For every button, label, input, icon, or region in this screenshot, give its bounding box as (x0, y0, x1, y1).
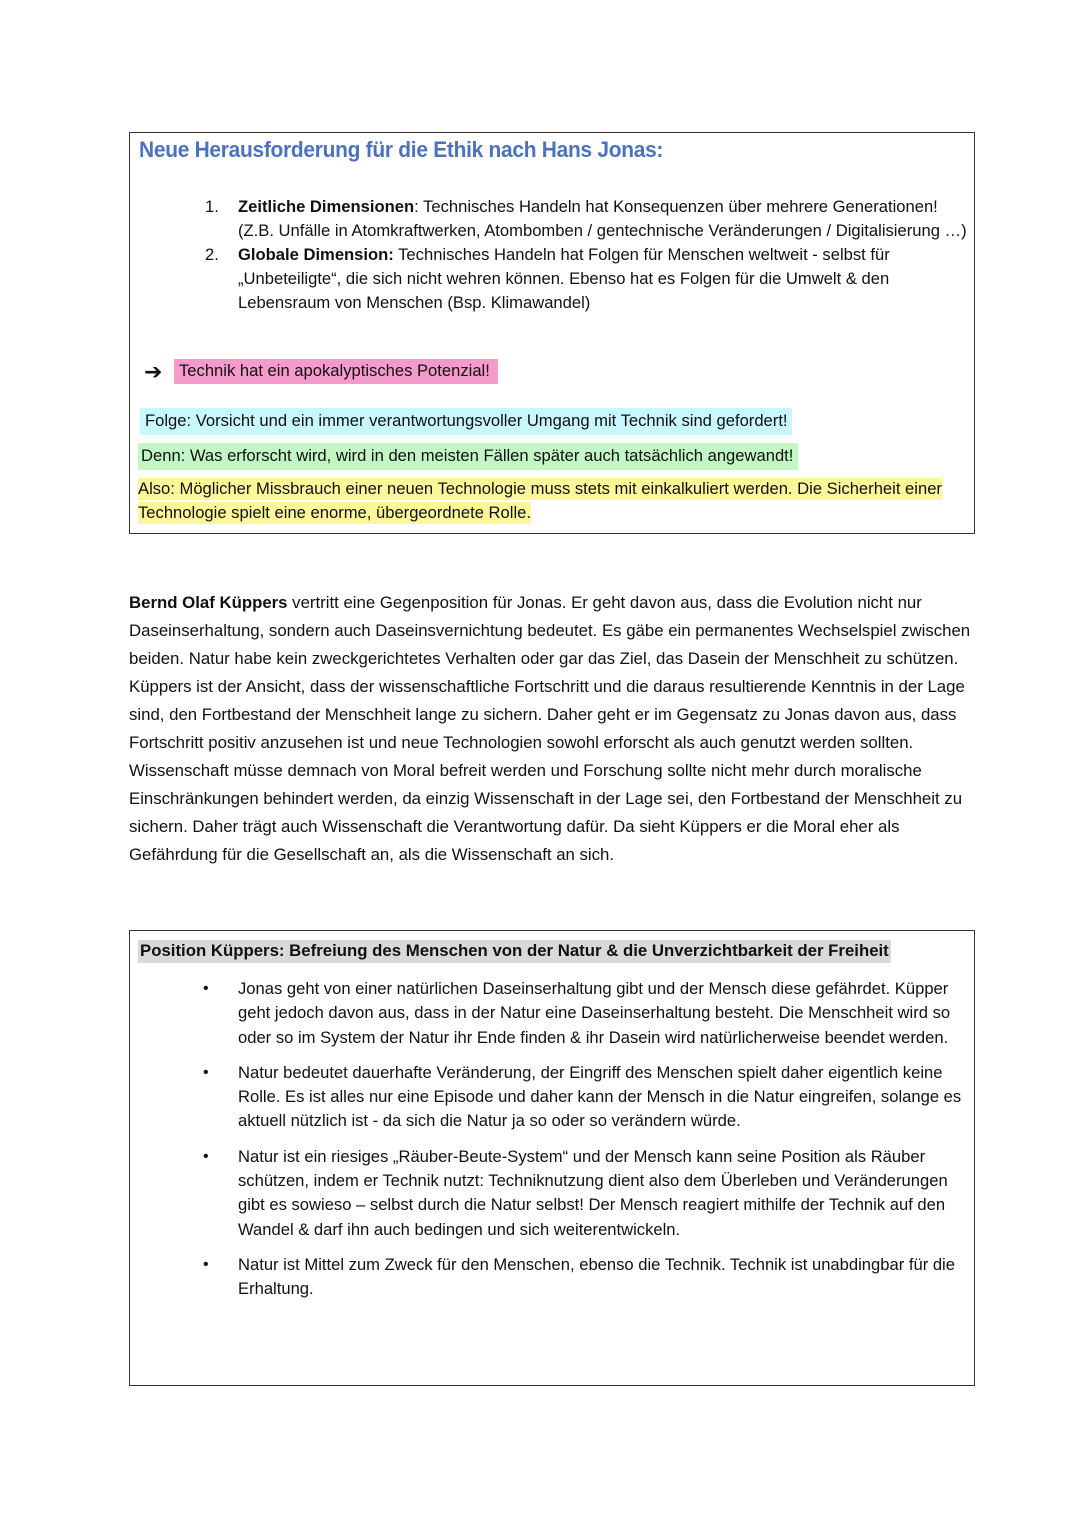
item-text: Natur ist ein riesiges „Räuber-Beute-System“ und der Mensch kann seine Position als Räuber schützen, indem er Technik nutzt: Techniknutzung dient also dem Überleben und Veränderungen gibt es sowieso – selbst durch die Natur selbst! Der Mensch reagiert mithilfe der Technik auf den Wandel & darf ihn auch bedingen und sich weiterentwickeln. (238, 1146, 948, 1239)
kueppers-paragraph (129, 589, 991, 869)
list-item (198, 1061, 968, 1134)
bullet-icon: • (203, 1255, 209, 1273)
list-item (198, 1145, 968, 1242)
list-item (198, 977, 968, 1050)
section-title-jonas: Neue Herausforderung für die Ethik nach Hans Jonas: (139, 137, 664, 162)
bullet-list (198, 977, 968, 1313)
list-item-temporal-dimension (198, 195, 968, 243)
item-text: Technisches Handeln hat Folgen für Menschen weltweit - selbst für „Unbeteiligte“, die sich nicht wehren können. Ebenso hat es Folgen für die Umwelt & den Lebensraum von Menschen (Bsp. Klimawandel) (238, 245, 890, 312)
arrow-right-icon: ➔ (144, 358, 163, 384)
bullet-icon: • (203, 1063, 209, 1081)
item-text: Jonas geht von einer natürlichen Daseinserhaltung gibt und der Mensch diese gefährdet. Küpper geht jedoch davon aus, dass in der Natur eine Daseinserhaltung besteht. Die Menschheit wird so oder so im System der Natur ihr Ende finden & ihr Dasein wird natürlicherweise beendet werden. (238, 979, 951, 1047)
list-number: 1. (205, 197, 219, 216)
conclusion-row (144, 359, 498, 384)
paragraph-text: vertritt eine Gegenposition für Jonas. Er geht davon aus, dass die Evolution nicht nur Daseinserhaltung, sondern auch Daseinsvernichtung bedeutet. Es gäbe ein permanentes Wechselspiel zwischen beiden. Natur habe kein zweckgerichtetes Verhalten oder gar das Ziel, das Dasein der Menschheit zu schützen. Küppers ist der Ansicht, dass der wissenschaftliche Fortschritt und die daraus resultierende Kenntnis in der Lage sind, den Fortbestand der Menschheit lange zu sichern. Daher geht er im Gegensatz zu Jonas davon aus, dass Fortschritt positiv anzusehen ist und neue Technologien sowohl erforscht als auch genutzt werden sollten. Wissenschaft müsse demnach von Moral befreit werden und Forschung sollte nicht mehr durch moralische Einschränkungen behindert werden, da einzig Wissenschaft in der Lage sei, den Fortbestand der Menschheit zu sichern. Daher trägt auch Wissenschaft die Verantwortung dafür. Da sieht Küppers er die Moral eher als Gefährdung für die Gesellschaft an, als die Wissenschaft an sich. (129, 593, 971, 864)
consequence-line: Folge: Vorsicht und ein immer verantwortungsvoller Umgang mit Technik sind gefordert! (140, 408, 792, 435)
reason-line: Denn: Was erforscht wird, wird in den meisten Fällen später auch tatsächlich angewandt! (138, 443, 798, 470)
jonas-challenges-box (129, 132, 975, 534)
list-item (198, 1253, 968, 1302)
item-text: Natur bedeutet dauerhafte Veränderung, der Eingriff des Menschen spielt daher eigentlich keine Rolle. Es ist alles nur eine Episode und daher kann der Mensch in die Natur eingreifen, solange es aktuell nützlich ist - da sich die Natur ja so oder so verändern würde. (238, 1062, 962, 1131)
therefore-highlight: Also: Möglicher Missbrauch einer neuen Technologie muss stets mit einkalkuliert werden. Die Sicherheit einer Technologie spielt eine enorme, übergeordnete Rolle. (138, 479, 942, 522)
list-item-global-dimension (198, 243, 968, 315)
therefore-line (138, 477, 958, 525)
section-title-kueppers: Position Küppers: Befreiung des Menschen von der Natur & die Unverzichtbarkeit der Freiheit (138, 940, 891, 963)
bullet-icon: • (203, 980, 209, 997)
item-text: Natur ist Mittel zum Zweck für den Menschen, ebenso die Technik. Technik ist unabdingbar für die Erhaltung. (238, 1254, 955, 1299)
bullet-icon: • (203, 1147, 209, 1165)
list-number: 2. (205, 245, 219, 264)
item-heading: Zeitliche Dimensionen (238, 197, 415, 216)
numbered-list (198, 195, 968, 315)
author-name: Bernd Olaf Küppers (129, 593, 288, 612)
item-text: : Technisches Handeln hat Konsequenzen über mehrere Generationen! (Z.B. Unfälle in Atomkraftwerken, Atombomben / gentechnische Veränderungen / Digitalisierung …) (238, 197, 967, 240)
conclusion-highlight: Technik hat ein apokalyptisches Potenzial! (174, 359, 498, 384)
kueppers-position-box (129, 930, 975, 1386)
item-heading: Globale Dimension: (238, 245, 394, 264)
